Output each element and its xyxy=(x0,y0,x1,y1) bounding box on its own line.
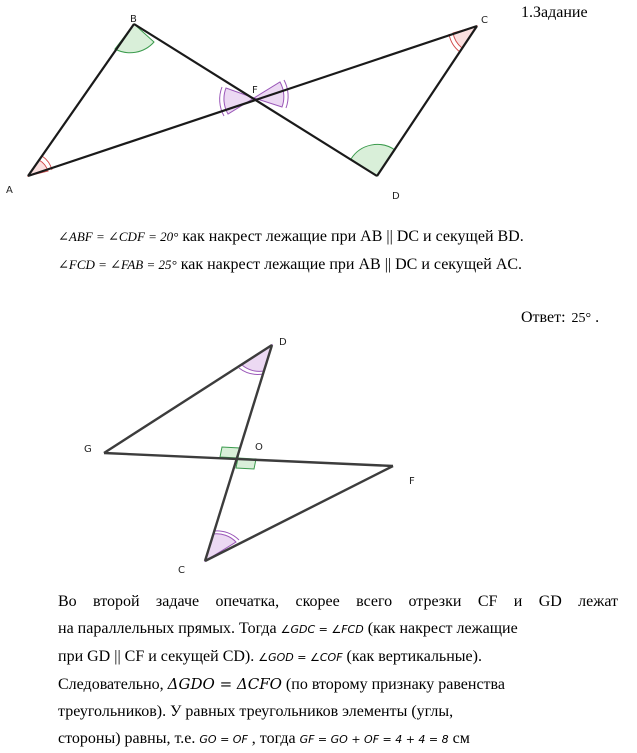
solution-line-6a: стороны) равны, т.е. xyxy=(58,730,200,747)
segment-gd xyxy=(104,345,272,453)
label-c2: C xyxy=(178,565,185,576)
answer-line xyxy=(521,309,599,327)
solution-line-3a: при GD || CF и секущей CD). xyxy=(58,648,259,665)
segment-cf xyxy=(205,466,393,561)
segment-dc2 xyxy=(205,345,272,561)
solution-line-2 xyxy=(58,615,618,643)
label-c: C xyxy=(481,15,488,26)
answer-label: Ответ: xyxy=(521,309,566,326)
solution-line-4a: Следовательно, xyxy=(58,676,168,693)
segment-bd xyxy=(134,24,377,176)
equation-2-math: ∠FCD = ∠FAB = 25° xyxy=(58,257,177,272)
segment-ab xyxy=(28,24,134,176)
label-a: A xyxy=(6,185,13,196)
solution-line-6c: см xyxy=(448,730,470,747)
solution-line-1: Во второй задаче опечатка, скорее всего отрезки CF и GD лежат xyxy=(58,593,618,610)
angle-f-right-arc2 xyxy=(284,80,288,108)
solution-line-2b: (как накрест лежащие xyxy=(363,620,518,637)
solution-line-2a: на параллельных прямых. Тогда xyxy=(58,620,281,637)
answer-value: 25° xyxy=(571,311,592,326)
angle-b-mark xyxy=(115,24,154,53)
label-f2: F xyxy=(409,476,415,487)
label-o: O xyxy=(255,442,263,453)
solution-line-4-math: ΔGDO = ΔCFO xyxy=(167,675,282,693)
solution-line-5: треугольников). У равных треугольников элементы (углы, xyxy=(58,703,454,720)
segment-dc xyxy=(377,26,477,176)
solution-line-6-math-2: GF = GO + OF = 4 + 4 = 8 xyxy=(299,733,449,746)
equation-line-1 xyxy=(58,228,524,246)
figure-1-diagram xyxy=(0,0,637,210)
solution-line-3 xyxy=(58,643,618,671)
figure-2-diagram xyxy=(0,330,637,590)
label-d: D xyxy=(392,191,400,202)
equation-1-text: как накрест лежащие при AB || DC и секущей BD. xyxy=(178,228,524,245)
answer-end: . xyxy=(591,309,600,326)
solution-line-3-math: ∠GOD = ∠COF xyxy=(258,651,343,664)
segment-ac xyxy=(28,26,477,176)
solution-line-4 xyxy=(58,671,618,698)
label-g: G xyxy=(84,444,92,455)
solution-line-6 xyxy=(58,725,618,753)
solution-line-4b: (по второму признаку равенства xyxy=(281,676,505,693)
equation-2-text: как накрест лежащие при AB || DC и секущей AC. xyxy=(176,256,523,273)
solution-line-6b: , тогда xyxy=(247,730,300,747)
label-d2: D xyxy=(279,337,287,348)
solution-line-2-math: ∠GDC = ∠FCD xyxy=(280,623,364,636)
task-title: 1.Задание xyxy=(521,4,588,21)
solution-line-3b: (как вертикальные). xyxy=(342,648,482,665)
solution-paragraph xyxy=(58,588,618,753)
solution-line-6-math-1: GO = OF xyxy=(199,733,248,746)
equation-1-math: ∠ABF = ∠CDF = 20° xyxy=(58,229,179,244)
label-f: F xyxy=(252,85,258,96)
equation-line-2 xyxy=(58,256,522,274)
label-b: B xyxy=(130,14,137,25)
